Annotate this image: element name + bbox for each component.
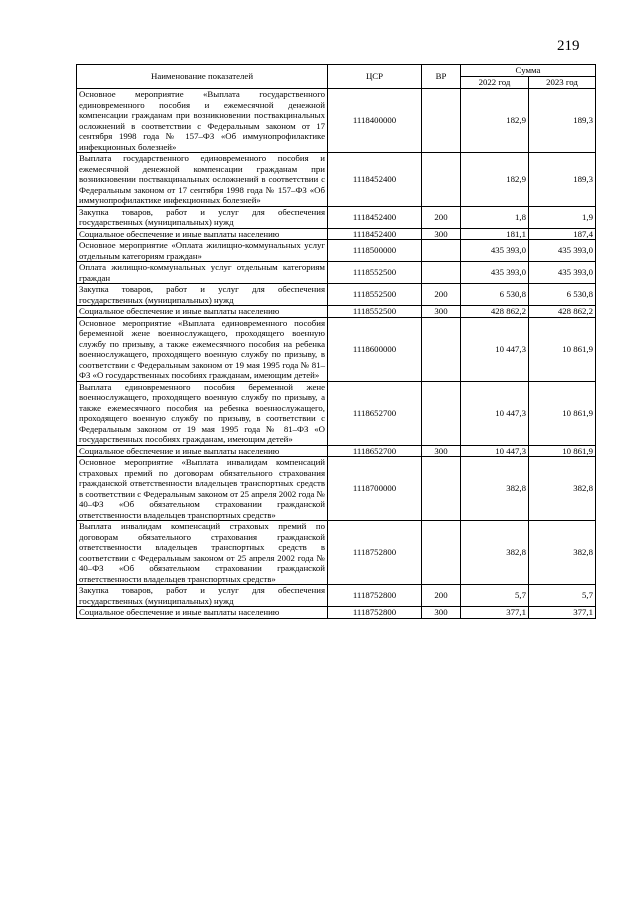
row-name: Закупка товаров, работ и услуг для обеспечения государственных (муниципальных) нужд <box>77 585 328 607</box>
row-csr: 1118652700 <box>328 381 422 445</box>
row-csr: 1118500000 <box>328 240 422 262</box>
row-sum-2023: 187,4 <box>529 228 596 240</box>
row-name: Выплата единовременного пособия беременной жене военнослужащего, проходящего военную службу по призыву, а также ежемесячного пособия на ребенка военнослужащего, проходящего военную службу по призыву, в соответствии с Федеральным законом от 19 мая 1995 года № 81–ФЗ «О государственных пособиях гражданам, имеющим детей» <box>77 381 328 445</box>
budget-table <box>76 64 596 619</box>
table-body <box>77 89 596 619</box>
row-sum-2022: 435 393,0 <box>461 262 529 284</box>
row-sum-2022: 5,7 <box>461 585 529 607</box>
row-sum-2022: 1,8 <box>461 206 529 228</box>
row-sum-2022: 435 393,0 <box>461 240 529 262</box>
row-csr: 1118452400 <box>328 228 422 240</box>
table-row <box>77 206 596 228</box>
row-sum-2022: 10 447,3 <box>461 317 529 381</box>
row-sum-2022: 181,1 <box>461 228 529 240</box>
table-row <box>77 262 596 284</box>
row-vr <box>422 89 461 153</box>
row-vr: 200 <box>422 284 461 306</box>
row-csr: 1118452400 <box>328 153 422 207</box>
table-row <box>77 89 596 153</box>
row-csr: 1118700000 <box>328 457 422 521</box>
row-sum-2023: 377,1 <box>529 607 596 619</box>
row-sum-2022: 182,9 <box>461 153 529 207</box>
row-sum-2023: 10 861,9 <box>529 445 596 457</box>
table-row <box>77 240 596 262</box>
row-vr <box>422 317 461 381</box>
row-name: Социальное обеспечение и иные выплаты населению <box>77 607 328 619</box>
table-row <box>77 607 596 619</box>
table-header <box>77 65 596 89</box>
row-vr <box>422 521 461 585</box>
header-vr: ВР <box>422 65 461 89</box>
row-sum-2023: 1,9 <box>529 206 596 228</box>
row-sum-2023: 382,8 <box>529 457 596 521</box>
row-sum-2023: 5,7 <box>529 585 596 607</box>
row-sum-2022: 10 447,3 <box>461 445 529 457</box>
table-row <box>77 457 596 521</box>
row-sum-2023: 428 862,2 <box>529 306 596 318</box>
row-name: Социальное обеспечение и иные выплаты населению <box>77 306 328 318</box>
row-sum-2023: 435 393,0 <box>529 262 596 284</box>
row-csr: 1118600000 <box>328 317 422 381</box>
header-year-2023: 2023 год <box>529 77 596 89</box>
row-name: Основное мероприятие «Выплата государственного единовременного пособия и ежемесячной денежной компенсации гражданам при возникновении поствакцинальных осложнений в соответствии с Федеральным законом от 17 сентября 1998 года № 157–ФЗ «Об иммунопрофилактике инфекционных болезней» <box>77 89 328 153</box>
row-csr: 1118400000 <box>328 89 422 153</box>
table-row <box>77 317 596 381</box>
row-name: Социальное обеспечение и иные выплаты населению <box>77 445 328 457</box>
row-name: Закупка товаров, работ и услуг для обеспечения государственных (муниципальных) нужд <box>77 206 328 228</box>
row-name: Выплата инвалидам компенсаций страховых премий по договорам обязательного страхования гражданской ответственности владельцев транспортных средств в соответствии с Федеральным законом от 25 апреля 2002 года № 40–ФЗ «Об обязательном страховании гражданской ответственности владельцев транспортных средств» <box>77 521 328 585</box>
row-name: Основное мероприятие «Оплата жилищно-коммунальных услуг отдельным категориям граждан» <box>77 240 328 262</box>
row-sum-2022: 377,1 <box>461 607 529 619</box>
row-sum-2022: 428 862,2 <box>461 306 529 318</box>
row-csr: 1118752800 <box>328 607 422 619</box>
row-vr: 200 <box>422 206 461 228</box>
row-sum-2023: 382,8 <box>529 521 596 585</box>
row-vr: 300 <box>422 306 461 318</box>
row-vr: 300 <box>422 445 461 457</box>
row-vr <box>422 153 461 207</box>
row-name: Основное мероприятие «Выплата инвалидам компенсаций страховых премий по договорам обязательного страхования гражданской ответственности владельцев транспортных средств в соответствии с Федеральным законом от 25 апреля 2002 года № 40–ФЗ «Об обязательном страховании гражданской ответственности владельцев транспортных средств» <box>77 457 328 521</box>
row-csr: 1118752800 <box>328 585 422 607</box>
row-sum-2023: 189,3 <box>529 89 596 153</box>
row-sum-2023: 10 861,9 <box>529 381 596 445</box>
table-row <box>77 585 596 607</box>
table-row <box>77 381 596 445</box>
table-row <box>77 521 596 585</box>
row-name: Социальное обеспечение и иные выплаты населению <box>77 228 328 240</box>
row-vr <box>422 381 461 445</box>
header-name: Наименование показателей <box>77 65 328 89</box>
row-sum-2022: 382,8 <box>461 521 529 585</box>
row-csr: 1118752800 <box>328 521 422 585</box>
table-row <box>77 153 596 207</box>
table-row <box>77 228 596 240</box>
row-csr: 1118552500 <box>328 284 422 306</box>
row-csr: 1118552500 <box>328 262 422 284</box>
table-row <box>77 445 596 457</box>
row-sum-2023: 6 530,8 <box>529 284 596 306</box>
header-sum: Сумма <box>461 65 596 77</box>
row-sum-2022: 6 530,8 <box>461 284 529 306</box>
row-csr: 1118452400 <box>328 206 422 228</box>
table-row <box>77 284 596 306</box>
row-sum-2022: 182,9 <box>461 89 529 153</box>
header-year-2022: 2022 год <box>461 77 529 89</box>
row-sum-2022: 382,8 <box>461 457 529 521</box>
row-vr: 200 <box>422 585 461 607</box>
page-number: 219 <box>557 38 580 54</box>
row-name: Выплата государственного единовременного пособия и ежемесячной денежной компенсации гражданам при возникновении поствакцинальных осложнений в соответствии с Федеральным законом от 17 сентября 1998 года № 157–ФЗ «Об иммунопрофилактике инфекционных болезней» <box>77 153 328 207</box>
row-name: Оплата жилищно-коммунальных услуг отдельным категориям граждан <box>77 262 328 284</box>
row-vr <box>422 240 461 262</box>
row-sum-2023: 435 393,0 <box>529 240 596 262</box>
row-sum-2022: 10 447,3 <box>461 381 529 445</box>
table-row <box>77 306 596 318</box>
row-sum-2023: 10 861,9 <box>529 317 596 381</box>
row-csr: 1118552500 <box>328 306 422 318</box>
row-vr: 300 <box>422 228 461 240</box>
row-name: Закупка товаров, работ и услуг для обеспечения государственных (муниципальных) нужд <box>77 284 328 306</box>
row-vr <box>422 262 461 284</box>
row-vr <box>422 457 461 521</box>
row-csr: 1118652700 <box>328 445 422 457</box>
row-sum-2023: 189,3 <box>529 153 596 207</box>
row-name: Основное мероприятие «Выплата единовременного пособия беременной жене военнослужащего, проходящего военную службу по призыву, а также ежемесячного пособия на ребенка военнослужащего, проходящего военную службу по призыву, в соответствии с Федеральным законом от 19 мая 1995 года № 81–ФЗ «О государственных пособиях гражданам, имеющим детей» <box>77 317 328 381</box>
row-vr: 300 <box>422 607 461 619</box>
header-csr: ЦСР <box>328 65 422 89</box>
